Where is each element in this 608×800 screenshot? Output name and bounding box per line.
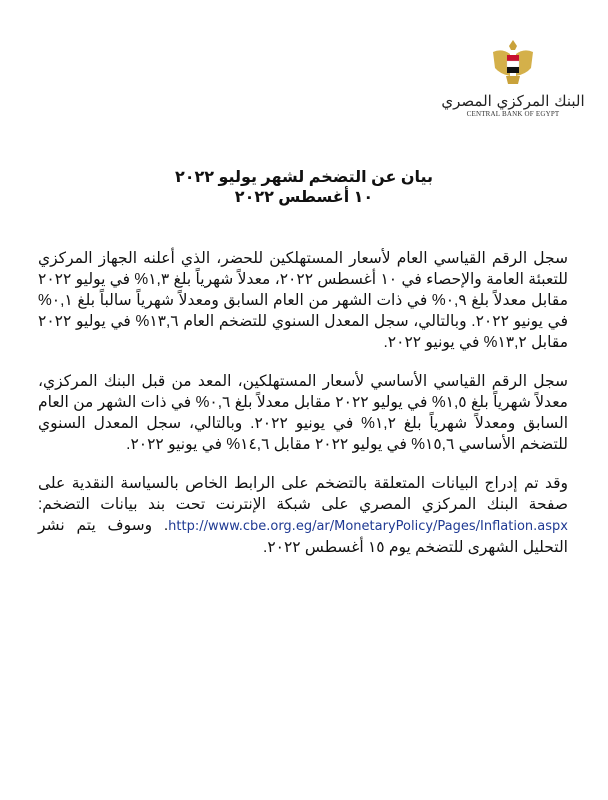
logo-arabic-name: البنك المركزي المصري bbox=[441, 92, 585, 110]
logo-english-name: CENTRAL BANK OF EGYPT bbox=[466, 110, 560, 118]
statement-title-block bbox=[0, 168, 608, 208]
data-link-paragraph bbox=[38, 473, 568, 558]
link-outro-text: . وسوف يتم نشر التحليل الشهرى للتضخم يوم ١٥ أغسطس ٢٠٢٢. bbox=[38, 517, 568, 556]
link-intro-text: وقد تم إدراج البيانات المتعلقة بالتضخم على الرابط الخاص بالسياسة النقدية على صفحة البنك المركزي المصري على شبكة الإنترنت تحت بند بيانات التضخم: bbox=[38, 475, 569, 513]
core-inflation-paragraph: سجل الرقم القياسي الأساسي لأسعار المستهلكين، المعد من قبل البنك المركزي، معدلاً شهرياً بلغ ١,٥% في يوليو ٢٠٢٢ مقابل معدلاً بلغ ٠,٦% في ذات الشهر من العام السابق ومعدلاً شهرياً بلغ ١,٢% في يونيو ٢٠٢٢. وبالتالي، سجل المعدل السنوي للتضخم الأساسي ١٥,٦% في يوليو ٢٠٢٢ مقابل ١٤,٦% في يونيو ٢٠٢٢. bbox=[38, 373, 568, 453]
statement-date: ١٠ أغسطس ٢٠٢٢ bbox=[234, 189, 374, 206]
statement-title: بيان عن التضخم لشهر يوليو ٢٠٢٢ bbox=[174, 169, 434, 186]
statement-body bbox=[38, 248, 568, 576]
eagle-emblem-icon bbox=[490, 38, 536, 88]
inflation-data-link[interactable]: http://www.cbe.org.eg/ar/MonetaryPolicy/Pages/Inflation.aspx bbox=[168, 519, 568, 534]
headline-inflation-paragraph: سجل الرقم القياسي العام لأسعار المستهلكين للحضر، الذي أعلنه الجهاز المركزي للتعبئة العامة والإحصاء في ١٠ أغسطس ٢٠٢٢، معدلاً شهرياً بلغ ١,٣% في يوليو ٢٠٢٢ مقابل معدلاً بلغ ٠,٩% في ذات الشهر من العام السابق ومعدلاً شهرياً سالباً بلغ ٠,١% في يونيو ٢٠٢٢. وبالتالي، سجل المعدل السنوي للتضخم العام ١٣,٦% في يوليو ٢٠٢٢ مقابل ١٣,٢% في يونيو ٢٠٢٢. bbox=[38, 250, 569, 351]
cbe-logo bbox=[438, 38, 588, 118]
